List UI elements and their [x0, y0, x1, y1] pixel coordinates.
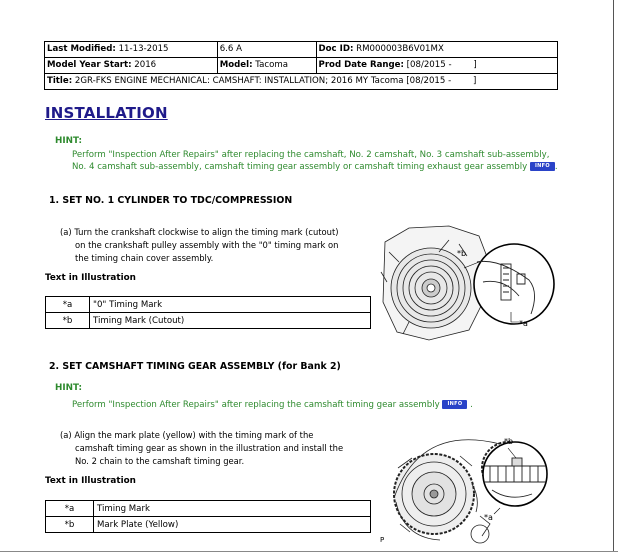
last-modified-label: Last Modified: [47, 44, 116, 54]
prod-date-label: Prod Date Range: [318, 60, 404, 70]
table-row [46, 517, 371, 533]
hint-text [72, 149, 562, 173]
doc-id-label: Doc ID: [318, 44, 354, 54]
legend-value: Timing Mark [94, 501, 371, 517]
step-2-legend-table [45, 500, 371, 533]
table-row [46, 297, 371, 313]
model-value: Tacoma [255, 60, 288, 70]
doc-id-cell [316, 42, 557, 58]
legend-key: *a [46, 501, 94, 517]
callout-p: P [380, 536, 385, 544]
header-row-2 [45, 58, 558, 74]
model-year-cell [45, 58, 218, 74]
step-2-title: 2. SET CAMSHAFT TIMING GEAR ASSEMBLY (for Bank 2) [49, 361, 341, 372]
title-cell [45, 74, 558, 90]
doc-id-value: RM000003B6V01MX [356, 44, 444, 54]
callout-a: *a [484, 513, 493, 522]
engine-cell [217, 42, 316, 58]
step-2-hint-body: Perform "Inspection After Repairs" after replacing the camshaft timing gear assembly [72, 400, 440, 410]
header-row-3 [45, 74, 558, 90]
model-label: Model: [219, 60, 253, 70]
engine-value: 6.6 A [219, 44, 242, 54]
table-row [46, 313, 371, 329]
model-year-label: Model Year Start: [47, 60, 132, 70]
step-2-hint-period: . [470, 400, 473, 410]
illustration-text-label: Text in Illustration [45, 273, 136, 283]
title-label: Title: [47, 76, 73, 86]
step-1a-line-2: on the crankshaft pulley assembly with the "0" timing mark on [75, 240, 339, 250]
model-year-value: 2016 [134, 60, 157, 70]
legend-value: "0" Timing Mark [90, 297, 371, 313]
hint-label: HINT: [55, 136, 83, 146]
crankshaft-pulley-illustration [379, 222, 555, 344]
hint-period: . [554, 162, 558, 172]
info-link-button[interactable]: INFO [530, 162, 555, 171]
table-row [46, 501, 371, 517]
camshaft-timing-gear-illustration [380, 428, 556, 546]
hint-body: Perform "Inspection After Repairs" after replacing the camshaft, No. 2 camshaft, No. 3 camshaft sub-assembly, No. 4 camshaft sub-assembly, camshaft timing gear assembly or camshaft timing exhaust gear assembly [72, 150, 550, 172]
last-modified-cell [45, 42, 218, 58]
step-2a-line-2: camshaft timing gear as shown in the illustration and install the [75, 443, 344, 453]
model-cell [217, 58, 316, 74]
step-1a-line-1: (a) Turn the crankshaft clockwise to align the timing mark (cutout) [60, 227, 339, 237]
step-2a-line-1: (a) Align the mark plate (yellow) with the timing mark of the [60, 430, 314, 440]
title-value: 2GR-FKS ENGINE MECHANICAL: CAMSHAFT: INSTALLATION; 2016 MY Tacoma [08/2015 - ] [74, 76, 477, 86]
illustration-legend-table [45, 296, 371, 329]
step-2-hint-label: HINT: [55, 383, 83, 393]
last-modified-value: 11-13-2015 [118, 44, 169, 54]
step-1a-line-3: the timing chain cover assembly. [75, 253, 214, 263]
legend-key: *b [46, 517, 94, 533]
step-1-title: 1. SET NO. 1 CYLINDER TO TDC/COMPRESSION [49, 195, 293, 206]
callout-b: *b [457, 249, 467, 258]
step-2a-line-3: No. 2 chain to the camshaft timing gear. [75, 456, 245, 466]
legend-key: *a [46, 297, 90, 313]
legend-value: Timing Mark (Cutout) [90, 313, 371, 329]
prod-date-cell [316, 58, 557, 74]
callout-a: *a [519, 319, 528, 328]
document-header-table [44, 41, 558, 90]
prod-date-value: [08/2015 - ] [406, 60, 477, 70]
step-2-illustration-text-label: Text in Illustration [45, 476, 136, 486]
header-row-1 [45, 42, 558, 58]
callout-b: *b [504, 437, 514, 446]
page-right-border [613, 0, 614, 552]
step-2-hint-text [72, 399, 512, 411]
step-2-info-link-button[interactable]: INFO [442, 400, 467, 409]
legend-key: *b [46, 313, 90, 329]
page-title: INSTALLATION [45, 104, 168, 122]
legend-value: Mark Plate (Yellow) [94, 517, 371, 533]
